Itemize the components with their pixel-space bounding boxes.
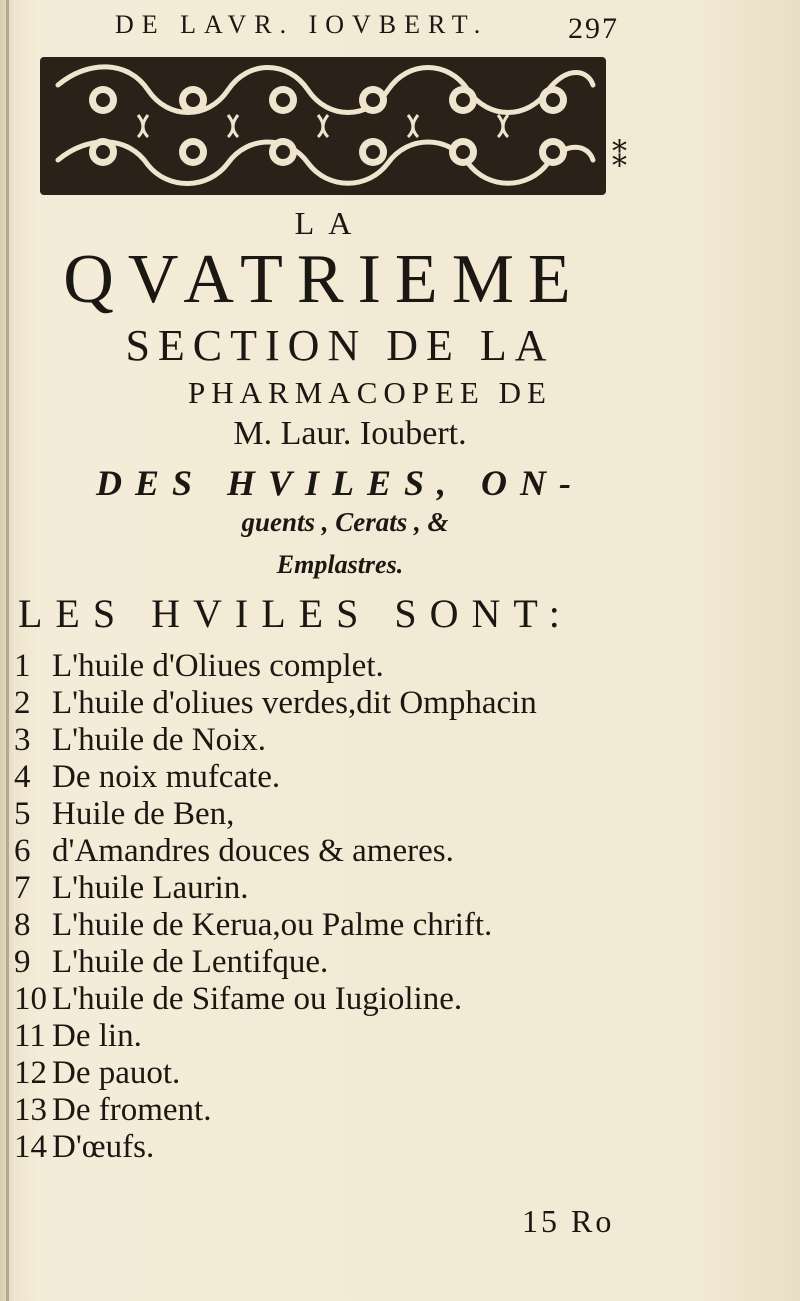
oil-list — [14, 648, 654, 1166]
list-item — [14, 648, 654, 685]
list-heading: LES HVILES SONT: — [18, 591, 573, 636]
title-line-2: QVATRIEME — [63, 241, 585, 318]
item-number: 4 — [14, 759, 31, 795]
item-number: 3 — [14, 722, 31, 758]
running-title: DE LAVR. IOVBERT. — [115, 10, 489, 39]
list-item — [14, 1129, 654, 1166]
subtitle-line-2: guents , Cerats , & — [241, 507, 449, 537]
list-item — [14, 685, 654, 722]
list-item — [14, 796, 654, 833]
item-number: 13 — [14, 1092, 47, 1128]
item-number: 2 — [14, 685, 31, 721]
list-item — [14, 907, 654, 944]
list-item — [14, 833, 654, 870]
item-text: D'œufs. — [52, 1129, 155, 1165]
item-text: Huile de Ben, — [52, 796, 235, 832]
item-text: De noix mufcate. — [52, 759, 281, 795]
title-line-3: SECTION DE LA — [125, 321, 555, 370]
title-line-1: LA — [294, 205, 366, 241]
margin-mark-icon: ⁑ — [612, 141, 627, 174]
item-text: L'huile d'oliues verdes,dit Omphacin — [52, 685, 537, 721]
list-item — [14, 981, 654, 1018]
item-text: L'huile d'Oliues complet. — [52, 648, 384, 684]
subtitle-line-1: DES HVILES, ON- — [95, 463, 585, 503]
list-item — [14, 722, 654, 759]
item-text: De lin. — [52, 1018, 142, 1054]
item-number: 12 — [14, 1055, 47, 1091]
item-text: L'huile Laurin. — [52, 870, 249, 906]
item-number: 10 — [14, 981, 47, 1017]
list-item — [14, 1018, 654, 1055]
list-item — [14, 759, 654, 796]
list-item — [14, 1092, 654, 1129]
title-line-4: PHARMACOPEE DE — [188, 375, 552, 410]
catchword: 15 Ro — [522, 1203, 615, 1239]
page-number: 297 — [568, 12, 619, 45]
item-text: d'Amandres douces & ameres. — [52, 833, 454, 869]
list-item — [14, 944, 654, 981]
author-line: M. Laur. Ioubert. — [233, 415, 467, 452]
subtitle-line-3: Emplastres. — [276, 550, 404, 579]
item-text: L'huile de Kerua,ou Palme chrift. — [52, 907, 493, 943]
list-item — [14, 1055, 654, 1092]
item-number: 5 — [14, 796, 31, 832]
list-item — [14, 870, 654, 907]
item-text: L'huile de Sifame ou Iugioline. — [52, 981, 463, 1017]
item-number: 14 — [14, 1129, 47, 1165]
item-number: 6 — [14, 833, 31, 869]
item-number: 1 — [14, 648, 31, 684]
woodcut-ornament-icon — [38, 55, 608, 197]
item-text: De pauot. — [52, 1055, 181, 1091]
item-text: L'huile de Lentifque. — [52, 944, 329, 980]
item-number: 8 — [14, 907, 31, 943]
item-number: 11 — [14, 1018, 46, 1054]
page-gutter — [6, 0, 9, 1301]
item-number: 9 — [14, 944, 31, 980]
item-number: 7 — [14, 870, 31, 906]
item-text: L'huile de Noix. — [52, 722, 266, 758]
item-text: De froment. — [52, 1092, 212, 1128]
